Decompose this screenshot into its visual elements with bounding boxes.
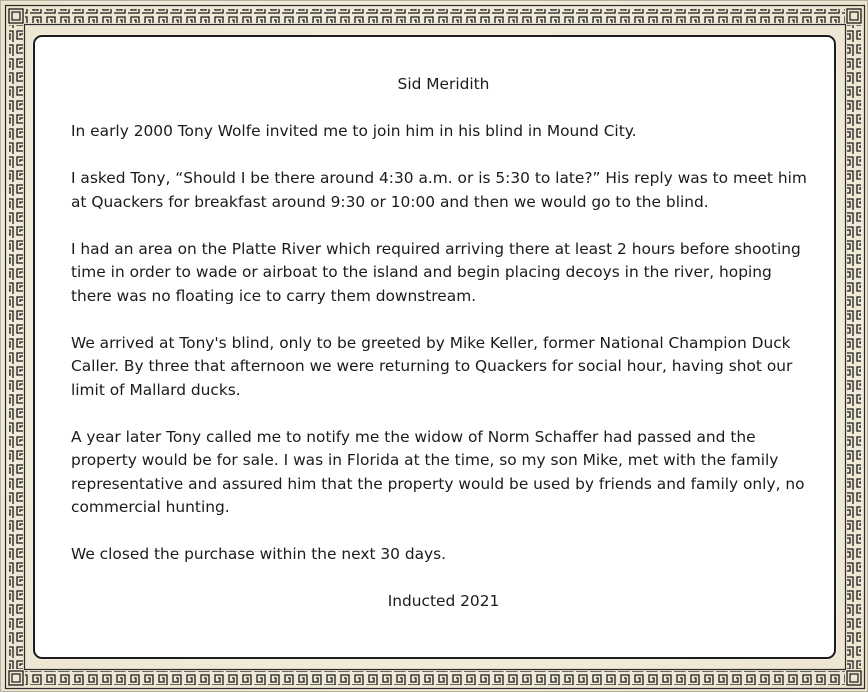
paragraph: I had an area on the Platte River which required arriving there at least 2 hours before shooting time in order to wade or airboat to the island and begin placing decoys in the river, hoping there was no floating ice to carry them downstream.: [71, 239, 801, 305]
paragraph: We closed the purchase within the next 30 days.: [71, 545, 447, 563]
document-title: Sid Meridith: [397, 75, 490, 93]
document-footer: Inducted 2021: [387, 592, 500, 610]
paragraph: A year later Tony called me to notify me the widow of Norm Schaffer had passed and the property would be for sale. I was in Florida at the time, so my son Mike, met with the family representative and assured him that the property would be used by friends and family only, no commercial hunting.: [71, 427, 805, 516]
paragraph: I asked Tony, “Should I be there around 4:30 a.m. or is 5:30 to late?” His reply was to meet him at Quackers for breakfast around 9:30 or 10:00 and then we would go to the blind.: [71, 169, 807, 211]
text-panel: [33, 35, 836, 659]
paragraph: We arrived at Tony's blind, only to be greeted by Mike Keller, former National Champion Duck Caller. By three that afternoon we were returning to Quackers for social hour, having shot our limit of Mallard ducks.: [71, 333, 793, 399]
paragraph: In early 2000 Tony Wolfe invited me to join him in his blind in Mound City.: [71, 122, 637, 140]
document-body: [71, 73, 816, 637]
